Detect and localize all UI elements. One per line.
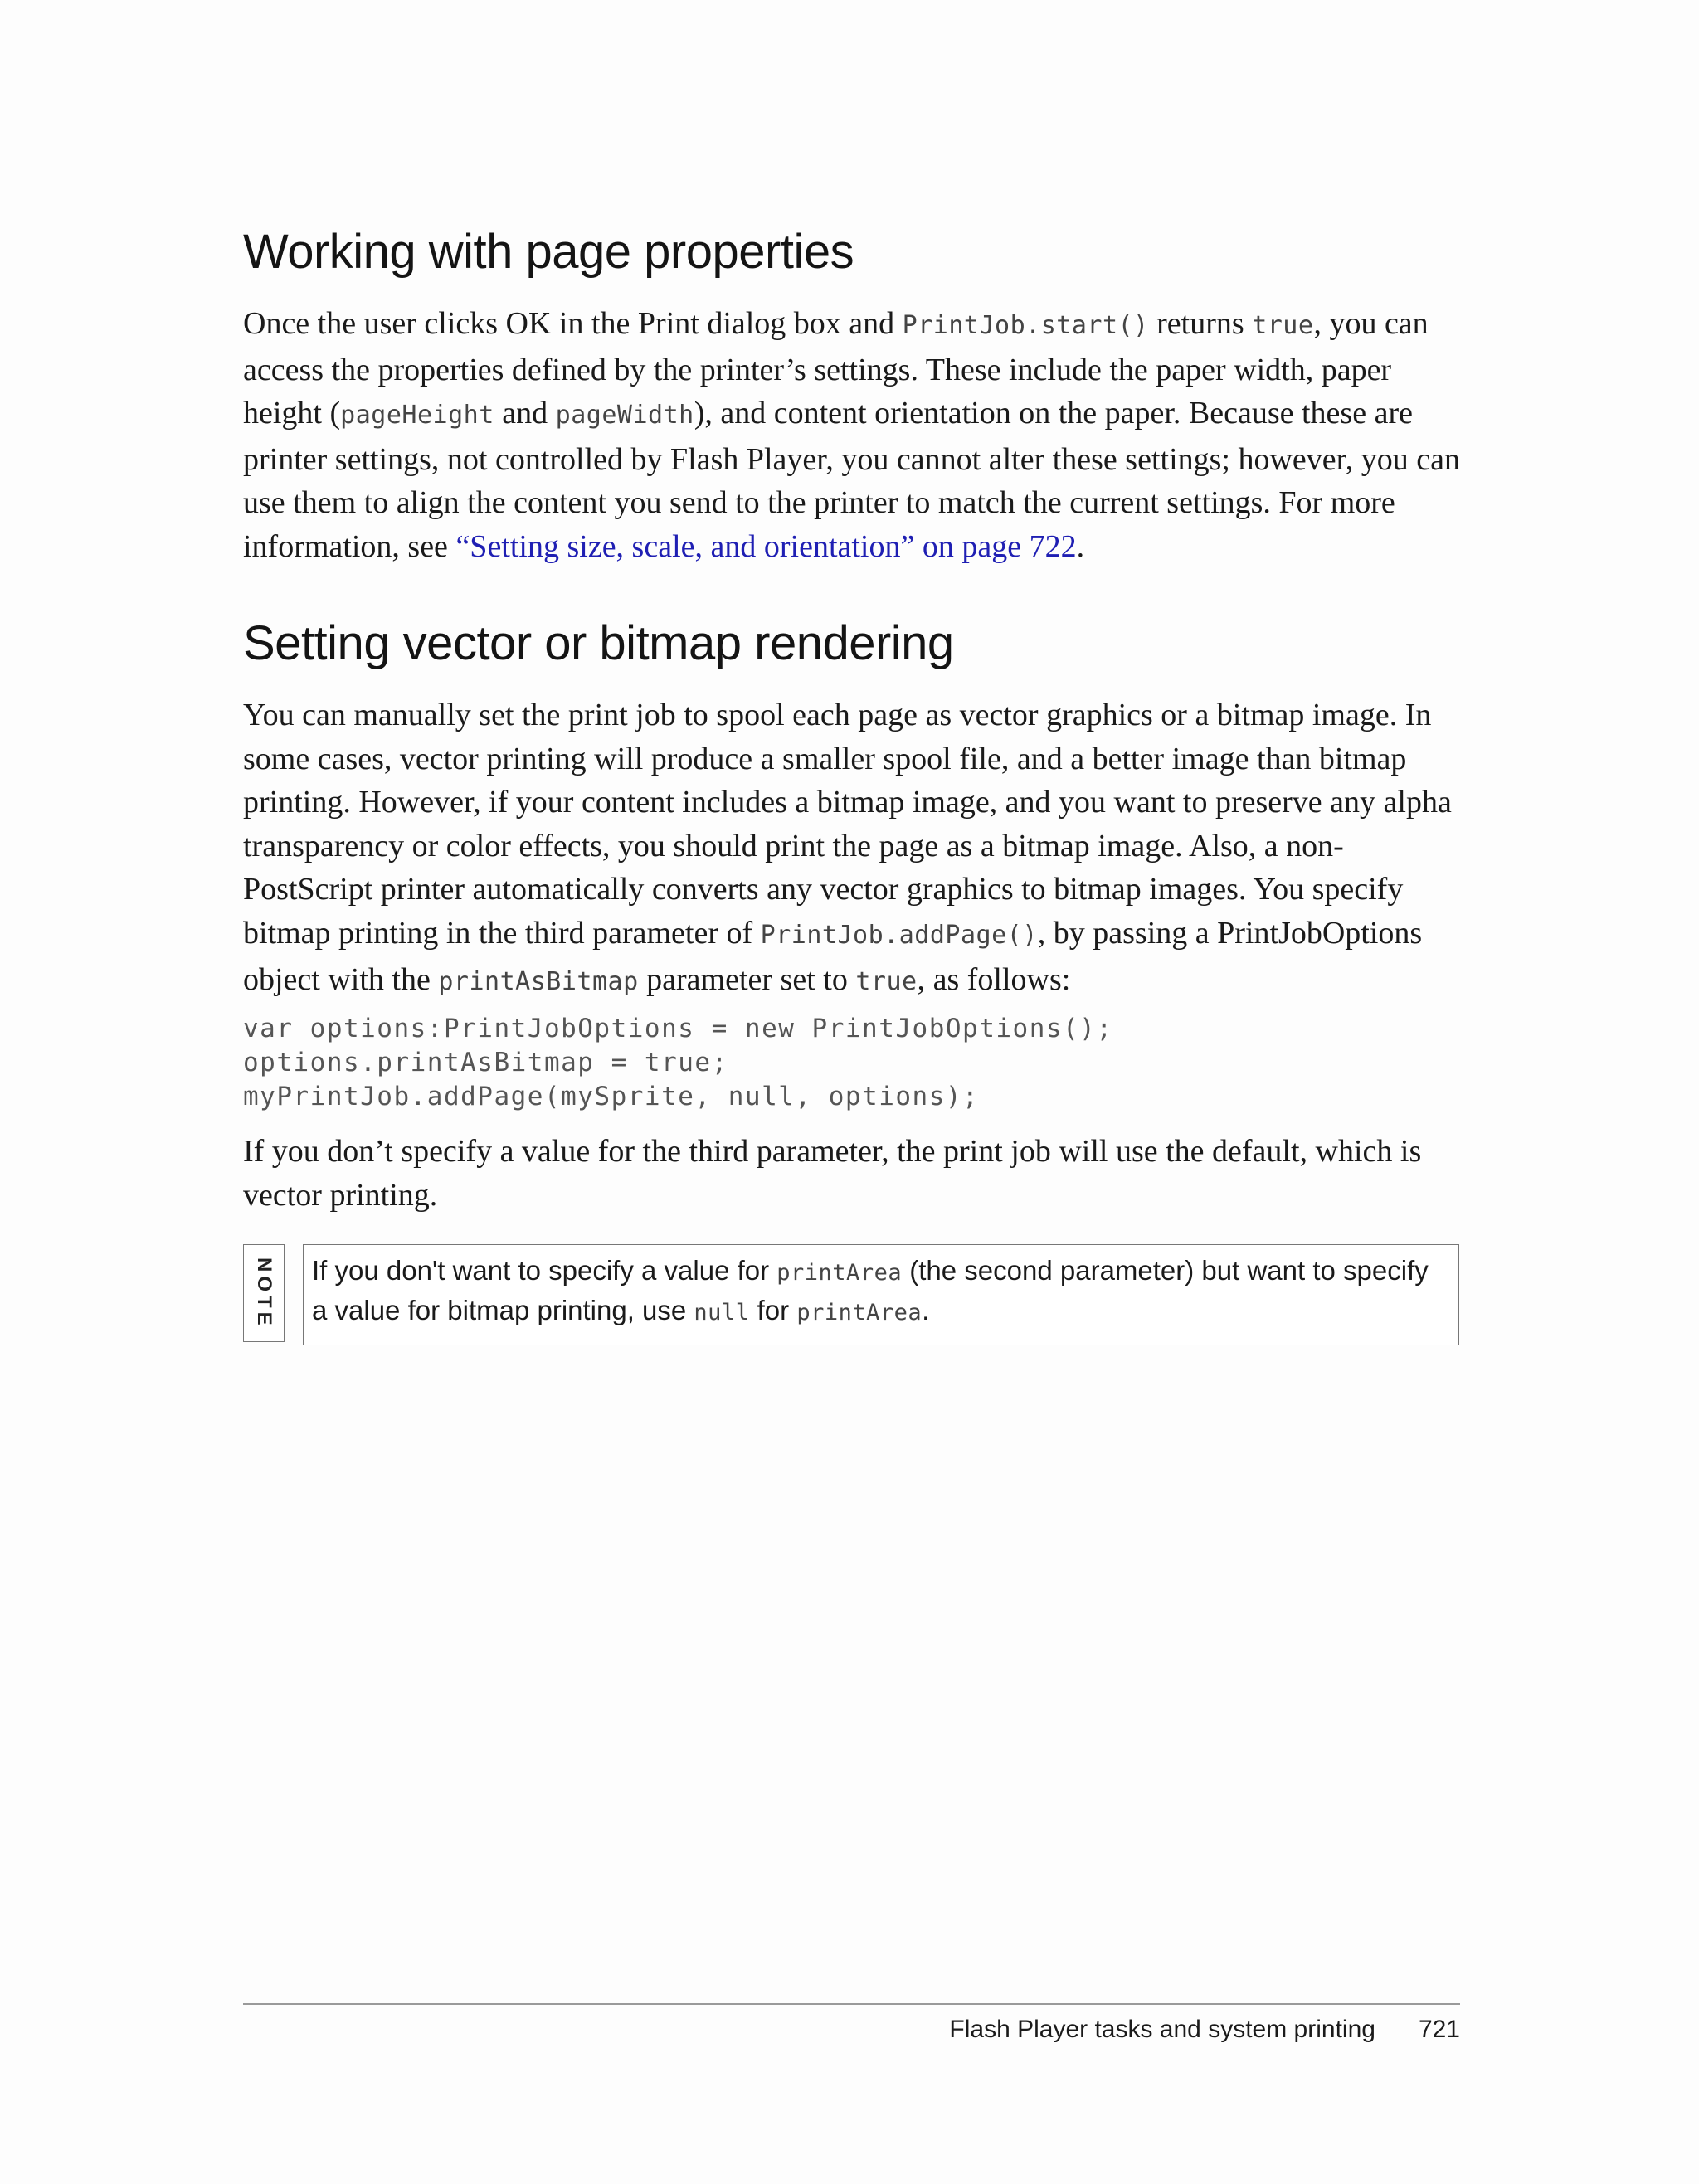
inline-code: true xyxy=(855,966,918,996)
text-run: , you can access the properties defined by the printer’s settings. These include the paper width, paper height ( xyxy=(243,306,1429,431)
inline-code: pageHeight xyxy=(340,401,494,430)
text-run: returns xyxy=(1148,306,1253,341)
footer-chapter-title: Flash Player tasks and system printing xyxy=(949,2016,1375,2043)
note-text xyxy=(312,1252,1450,1331)
text-run: for xyxy=(749,1295,797,1325)
note-tab xyxy=(243,1244,285,1342)
text-run: parameter set to xyxy=(638,961,856,997)
text-run: Once the user clicks OK in the Print dialog box and xyxy=(243,306,903,341)
section-heading-vector-bitmap: Setting vector or bitmap rendering xyxy=(243,616,954,670)
text-run: . xyxy=(922,1295,930,1325)
code-line: myPrintJob.addPage(mySprite, null, options); xyxy=(243,1082,980,1111)
paragraph-vector-bitmap xyxy=(243,693,1460,1004)
inline-code: printArea xyxy=(796,1300,923,1325)
inline-code: true xyxy=(1252,311,1314,340)
text-run: and xyxy=(494,396,556,431)
code-line: options.printAsBitmap = true; xyxy=(243,1048,728,1077)
text-run: You can manually set the print job to spool each page as vector graphics or a bitmap image. In some cases, vector printing will produce a smaller spool file, and a better image than bitmap printing. However, if your content includes a bitmap image, and you want to preserve any alpha transparency or color effects, you should print the page as a bitmap image. Also, a non-PostScript printer automatically converts any vector graphics to bitmap images. You specify bitmap printing in the third parameter of xyxy=(243,698,1452,951)
code-example xyxy=(243,1012,1113,1114)
text-run: (the second parameter) but want to specify a value for bitmap printing, use xyxy=(312,1255,1429,1325)
paragraph-page-properties xyxy=(243,302,1460,569)
paragraph-default-note: If you don’t specify a value for the third parameter, the print job will use the default, which is vector printing. xyxy=(243,1134,1422,1213)
inline-code: PrintJob.addPage() xyxy=(760,920,1038,950)
text-run: If you don't want to specify a value for xyxy=(312,1255,777,1286)
text-run: , as follows: xyxy=(917,961,1071,997)
inline-code: null xyxy=(694,1300,750,1325)
note-box xyxy=(303,1244,1459,1345)
inline-code: pageWidth xyxy=(555,401,694,430)
page-footer xyxy=(949,2016,1460,2044)
inline-code: printArea xyxy=(776,1260,903,1286)
section-heading-page-properties: Working with page properties xyxy=(243,225,854,279)
text-run: . xyxy=(1076,528,1085,564)
code-line: var options:PrintJobOptions = new PrintJobOptions(); xyxy=(243,1014,1113,1043)
text-run: , by passing a PrintJobOptions object with the xyxy=(243,915,1423,997)
note-tab-label: NOTE xyxy=(253,1257,275,1330)
inline-code: printAsBitmap xyxy=(438,966,639,996)
cross-reference-link[interactable]: “Setting size, scale, and orientation” on page 722 xyxy=(455,528,1077,564)
footer-page-number: 721 xyxy=(1418,2016,1460,2043)
inline-code: PrintJob.start() xyxy=(902,311,1149,340)
text-run: ), and content orientation on the paper. Because these are printer settings, not controlled by Flash Player, you cannot alter these settings; however, you can use them to align the content you send to the printer to match the current settings. For more information, see xyxy=(243,396,1461,564)
footer-rule xyxy=(243,2003,1460,2005)
